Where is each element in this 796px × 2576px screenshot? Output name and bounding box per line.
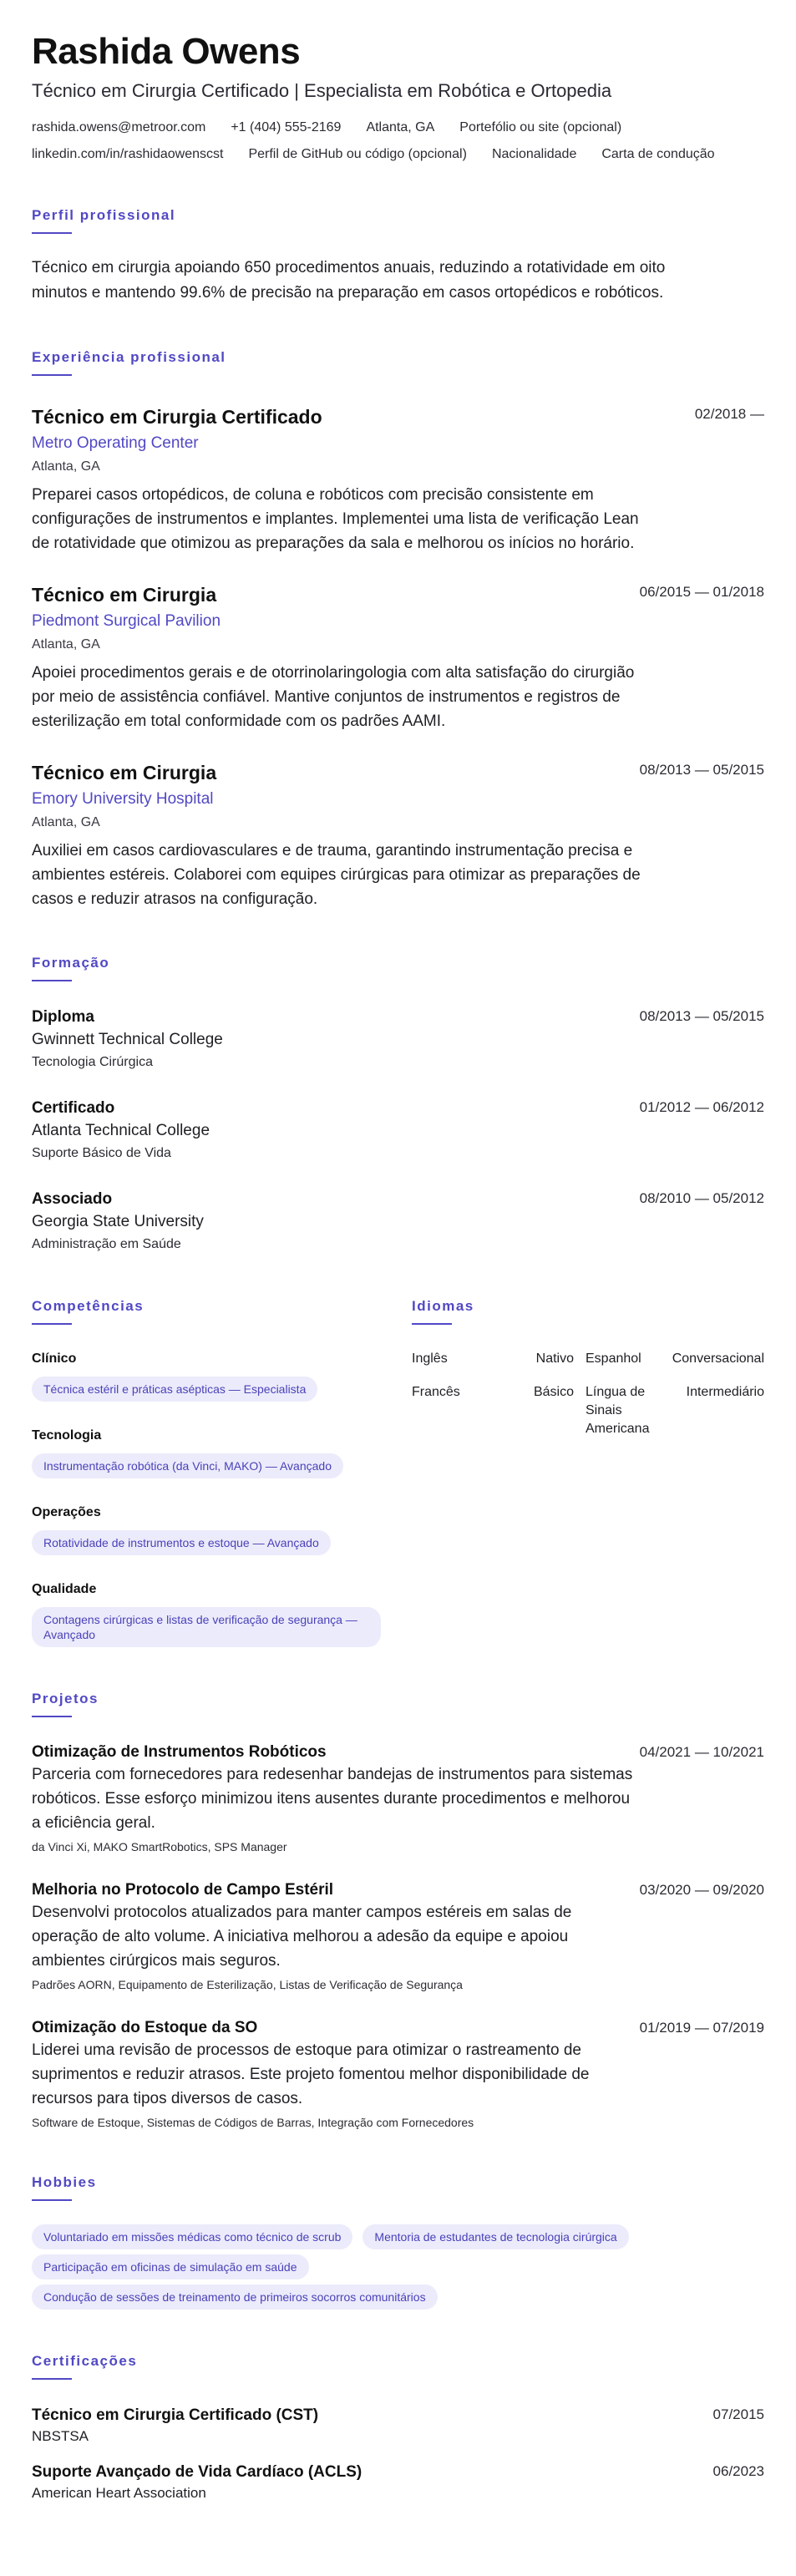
job-location: Atlanta, GA [32, 459, 100, 474]
skills-languages-row [32, 1298, 764, 1647]
section-divider [412, 1323, 452, 1325]
certification-issuer: American Heart Association [32, 2485, 206, 2501]
section-divider [32, 2378, 72, 2380]
project-dates: 03/2020 — 09/2020 [639, 1882, 764, 1898]
job-dates: 02/2018 — [694, 406, 764, 422]
project-title: Melhoria no Protocolo de Campo Estéril [32, 1881, 334, 1899]
education-section [32, 955, 764, 1255]
education-school: Gwinnett Technical College [32, 1031, 223, 1048]
candidate-headline: Técnico em Cirurgia Certificado | Especialista em Robótica e Ortopedia [32, 80, 612, 101]
resume-header [32, 30, 764, 164]
contact-phone[interactable]: +1 (404) 555-2169 [231, 120, 342, 134]
skill-group [32, 1427, 412, 1478]
contact-nationality: Nacionalidade [491, 147, 577, 161]
skill-category: Operações [32, 1505, 101, 1519]
contact-linkedin[interactable]: linkedin.com/in/rashidaowenscst [32, 147, 224, 161]
section-divider [32, 2199, 72, 2201]
certification-name: Suporte Avançado de Vida Cardíaco (ACLS) [32, 2463, 363, 2481]
section-title: Competências [32, 1298, 144, 1314]
section-divider [32, 374, 72, 376]
experience-section [32, 349, 764, 911]
job-entry [32, 582, 764, 733]
job-location: Atlanta, GA [32, 637, 100, 652]
hobby-chip: Condução de sessões de treinamento de primeiros socorros comunitários [32, 2284, 438, 2310]
education-entry [32, 1007, 764, 1072]
project-title: Otimização de Instrumentos Robóticos [32, 1743, 327, 1761]
job-title: Técnico em Cirurgia Certificado [32, 406, 322, 428]
education-dates: 08/2013 — 05/2015 [639, 1008, 764, 1024]
section-title: Experiência profissional [32, 349, 226, 365]
education-degree: Associado [32, 1190, 113, 1208]
projects-section [32, 1691, 764, 2131]
certification-entry [32, 2405, 764, 2447]
certification-entry [32, 2462, 764, 2503]
education-dates: 01/2012 — 06/2012 [639, 1099, 764, 1115]
hobby-chip: Voluntariado em missões médicas como técnico de scrub [32, 2224, 352, 2249]
contact-driving-license: Carta de condução [601, 147, 715, 161]
certification-date: 07/2015 [712, 2406, 764, 2422]
project-description: Liderei uma revisão de processos de estoque para otimizar o rastreamento de suprimentos e reduzir atrasos. Este projeto fomentou melhor disponibilidade de recursos para tipos diversos de casos. [32, 2041, 590, 2107]
section-title: Idiomas [412, 1298, 474, 1314]
skill-category: Tecnologia [32, 1428, 102, 1443]
language-name: Língua de Sinais Americana [586, 1385, 650, 1436]
language-name: Espanhol [586, 1351, 641, 1366]
contact-portfolio[interactable]: Portefólio ou site (opcional) [459, 120, 622, 134]
section-title: Certificações [32, 2353, 138, 2369]
certification-date: 06/2023 [712, 2463, 764, 2479]
section-divider [32, 980, 72, 981]
skill-group [32, 1350, 412, 1402]
project-dates: 01/2019 — 07/2019 [639, 2020, 764, 2036]
hobbies-section [32, 2174, 764, 2310]
skill-chip: Rotatividade de instrumentos e estoque — Avançado [32, 1530, 331, 1555]
skill-chip: Contagens cirúrgicas e listas de verificação de segurança — Avançado [32, 1607, 381, 1647]
job-title: Técnico em Cirurgia [32, 584, 217, 606]
section-title: Projetos [32, 1691, 99, 1706]
skill-category: Clínico [32, 1351, 77, 1366]
section-title: Formação [32, 955, 110, 971]
hobby-chip: Mentoria de estudantes de tecnologia cirúrgica [363, 2224, 628, 2249]
profile-section [32, 207, 764, 306]
project-entry [32, 1742, 764, 1855]
job-description: Apoiei procedimentos gerais e de otorrinolaringologia com alta satisfação do cirurgião por meio de assistência confiável. Mantive conjuntos de instrumentos e registros de esterilização em total conformidade com os padrões AAMI. [32, 664, 635, 730]
project-description: Parceria com fornecedores para redesenhar bandejas de instrumentos para sistemas robóticos. Esse esforço minimizou itens ausentes durante procedimentos e melhorou a eficiência geral. [32, 1766, 633, 1832]
hobby-list [32, 2224, 700, 2310]
job-dates: 06/2015 — 01/2018 [639, 584, 764, 600]
section-title: Hobbies [32, 2174, 97, 2190]
contact-list [32, 119, 764, 164]
education-entry [32, 1098, 764, 1164]
contact-location: Atlanta, GA [366, 120, 435, 134]
language-name: Inglês [412, 1351, 448, 1366]
project-tech: Padrões AORN, Equipamento de Esterilização, Listas de Verificação de Segurança [32, 1978, 463, 1991]
job-entry [32, 760, 764, 911]
language-row [412, 1350, 764, 1368]
education-field: Administração em Saúde [32, 1237, 181, 1251]
skill-chip: Técnica estéril e práticas asépticas — Especialista [32, 1377, 317, 1402]
language-level: Intermediário [686, 1385, 764, 1399]
job-dates: 08/2013 — 05/2015 [639, 762, 764, 778]
language-name: Francês [412, 1385, 460, 1399]
skill-group [32, 1580, 412, 1647]
language-row [412, 1383, 764, 1438]
skill-category: Qualidade [32, 1582, 97, 1596]
languages-table [412, 1350, 764, 1438]
job-entry [32, 404, 764, 555]
project-dates: 04/2021 — 10/2021 [639, 1744, 764, 1760]
certification-issuer: NBSTSA [32, 2428, 89, 2444]
education-entry [32, 1189, 764, 1255]
languages-section [412, 1298, 764, 1647]
section-title: Perfil profissional [32, 207, 176, 223]
contact-github[interactable]: Perfil de GitHub ou código (opcional) [248, 147, 467, 161]
project-description: Desenvolvi protocolos atualizados para manter campos estéreis em salas de operação de alto volume. A iniciativa melhorou a adesão da equipe e apoiou ambientes cirúrgicos mais seguros. [32, 1904, 572, 1970]
job-title: Técnico em Cirurgia [32, 762, 217, 783]
contact-email[interactable]: rashida.owens@metroor.com [32, 120, 206, 134]
candidate-name: Rashida Owens [32, 31, 301, 72]
skill-group [32, 1504, 412, 1555]
hobby-chip: Participação em oficinas de simulação em saúde [32, 2254, 309, 2279]
section-divider [32, 1323, 72, 1325]
job-company: Emory University Hospital [32, 790, 214, 808]
section-divider [32, 232, 72, 234]
job-description: Auxiliei em casos cardiovasculares e de trauma, garantindo instrumentação precisa e ambientes estéreis. Colaborei com equipes cirúrgicas para otimizar as preparações de casos e reduzir atrasos na configuração. [32, 842, 641, 908]
profile-summary: Técnico em cirurgia apoiando 650 procedimentos anuais, reduzindo a rotatividade em oito minutos e mantendo 99.6% de precisão na preparação em casos ortopédicos e robóticos. [32, 259, 666, 302]
project-entry [32, 1880, 764, 1993]
education-field: Suporte Básico de Vida [32, 1146, 171, 1160]
project-title: Otimização do Estoque da SO [32, 2019, 258, 2036]
education-school: Atlanta Technical College [32, 1122, 210, 1139]
skills-section [32, 1298, 412, 1647]
education-dates: 08/2010 — 05/2012 [639, 1190, 764, 1206]
certifications-section [32, 2353, 764, 2503]
education-degree: Certificado [32, 1099, 115, 1117]
job-company: Metro Operating Center [32, 434, 199, 452]
language-level: Conversacional [672, 1351, 764, 1366]
project-entry [32, 2018, 764, 2131]
language-level: Nativo [535, 1351, 574, 1366]
education-school: Georgia State University [32, 1213, 204, 1230]
project-tech: da Vinci Xi, MAKO SmartRobotics, SPS Manager [32, 1840, 287, 1853]
job-location: Atlanta, GA [32, 815, 100, 829]
section-divider [32, 1716, 72, 1717]
job-company: Piedmont Surgical Pavilion [32, 612, 221, 630]
language-level: Básico [533, 1385, 574, 1399]
project-tech: Software de Estoque, Sistemas de Códigos de Barras, Integração com Fornecedores [32, 2116, 474, 2129]
education-degree: Diploma [32, 1008, 94, 1026]
education-field: Tecnologia Cirúrgica [32, 1055, 153, 1069]
job-description: Preparei casos ortopédicos, de coluna e robóticos com precisão consistente em configurações de instrumentos e implantes. Implementei uma lista de verificação Lean de rotatividade que otimizou as preparações da sala e melhorou os inícios no horário. [32, 486, 639, 552]
certification-name: Técnico em Cirurgia Certificado (CST) [32, 2406, 319, 2424]
skill-chip: Instrumentação robótica (da Vinci, MAKO) — Avançado [32, 1453, 343, 1478]
